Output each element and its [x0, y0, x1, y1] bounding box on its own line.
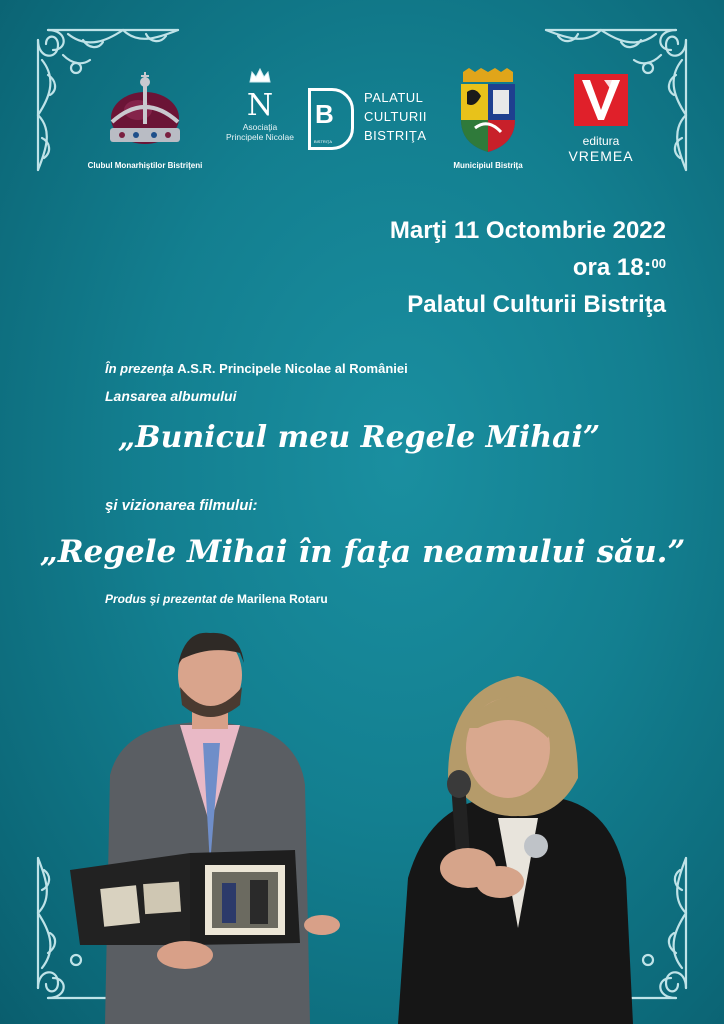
event-time [390, 249, 666, 286]
palatul-line-2: CULTURII [364, 109, 427, 124]
presence-line [105, 361, 408, 376]
palatul-letter: B [315, 99, 334, 129]
palatul-small: BISTRIŢA [314, 139, 333, 144]
event-time-prefix: ora 18: [572, 254, 652, 282]
asociatia-letter: N [246, 88, 274, 123]
film-title: „Regele Mihai în faţa neamului său.” [40, 534, 686, 570]
palatul-line-3: BISTRIŢA [364, 128, 427, 143]
producer-prefix: Produs şi prezentat de [105, 592, 234, 606]
logo-clubul-monarhistilor [70, 72, 220, 170]
event-time-minutes: 00 [651, 256, 666, 272]
album-title: „Bunicul meu Regele Mihai” [118, 420, 601, 455]
palatul-line-1: PALATUL [364, 90, 424, 105]
album-intro: Lansarea albumului [105, 388, 237, 404]
asociatia-caption-1: Asociaţia [242, 122, 278, 132]
small-crown-icon [248, 66, 272, 84]
vremea-v-icon [574, 74, 628, 126]
film-intro: şi vizionarea filmului: [105, 497, 258, 514]
royal-crown-icon [100, 72, 190, 154]
asociatia-caption-2: Principele Nicolae [225, 131, 295, 142]
presence-name: A.S.R. Principele Nicolae al României [177, 361, 408, 376]
logo-municipiul-bistrita [438, 68, 538, 170]
photo-marilena-rotaru [388, 668, 648, 1024]
logo-asociatia [215, 66, 305, 143]
presence-prefix: În prezenţa [105, 361, 174, 376]
event-block [390, 212, 666, 324]
logo-palatul-culturii [306, 86, 436, 156]
vremea-line-2: VREMEA [568, 148, 634, 164]
coat-of-arms-icon [455, 68, 521, 154]
monarhisti-caption: Clubul Monarhiştilor Bistriţeni [87, 161, 203, 170]
event-venue: Palatul Culturii Bistriţa [407, 291, 666, 319]
municipiul-caption: Municipiul Bistriţa [453, 161, 523, 170]
producer-line [105, 592, 328, 606]
producer-name: Marilena Rotaru [237, 592, 328, 606]
event-date: Marţi 11 Octombrie 2022 [389, 217, 666, 244]
palatul-b-mark [308, 88, 354, 150]
vremea-line-1: editura [582, 134, 620, 148]
logo-editura-vremea [560, 74, 642, 164]
photo-prince-with-album [60, 625, 360, 1024]
